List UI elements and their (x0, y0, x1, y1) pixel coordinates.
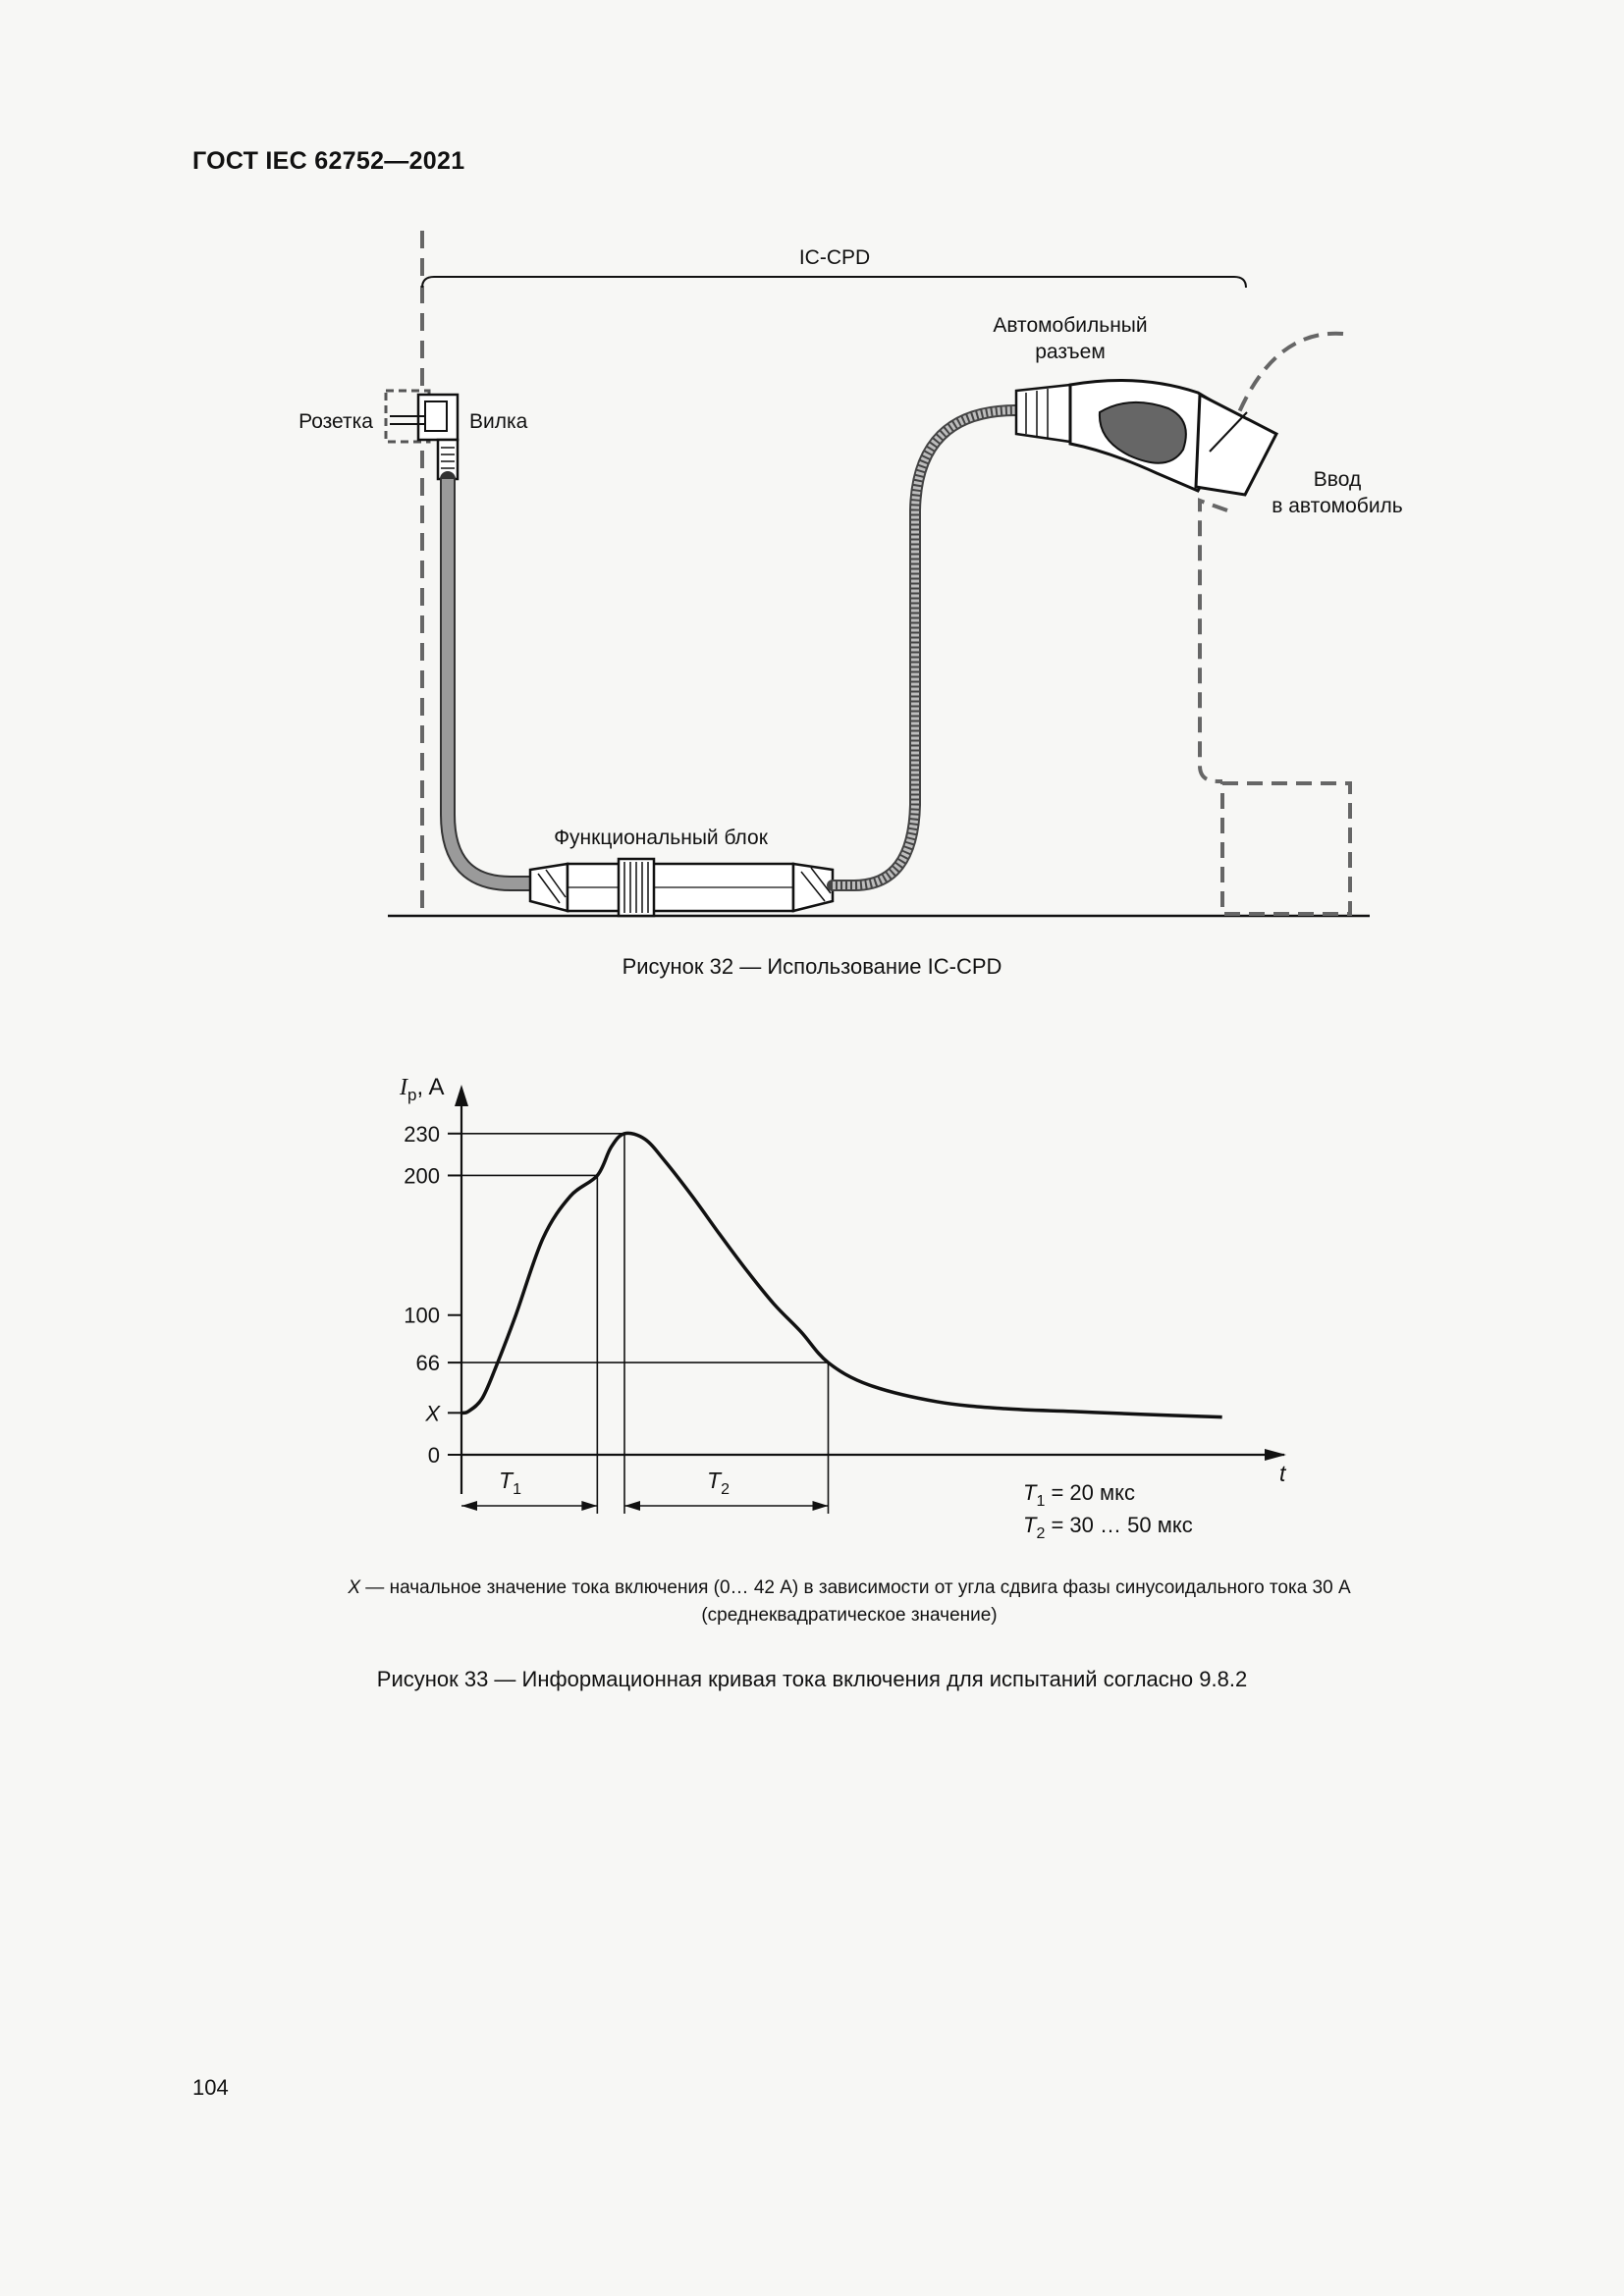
x-axis-arrow (1265, 1449, 1286, 1461)
functional-box-icon (530, 859, 833, 916)
ic-cpd-label: IC-CPD (798, 246, 871, 269)
chart-axes (455, 1085, 1286, 1494)
note-t1: $T_1 = 20$ мкс (1023, 1480, 1136, 1510)
y-tick-label: 66 (415, 1351, 440, 1376)
y-tick-label: 230 (404, 1121, 440, 1147)
dim-t1-arrow-left (461, 1501, 477, 1511)
dim-t1-arrow-right (581, 1501, 597, 1511)
inlet-label-line1: Ввод (1313, 468, 1362, 491)
t2-label: $T_2$ (707, 1468, 730, 1498)
t1-label: $T_1$ (499, 1468, 521, 1498)
dim-t2-arrow-right (813, 1501, 829, 1511)
plug-label: Вилка (469, 410, 528, 433)
y-tick-label: X (425, 1401, 440, 1426)
legend-symbol: X (348, 1577, 361, 1598)
vehicle-body-outline (1222, 783, 1350, 914)
legend-line1 (226, 1575, 1473, 1602)
socket-label: Розетка (298, 410, 373, 433)
page-number: 104 (192, 2075, 229, 2100)
inlet-label-line2: в автомобиль (1272, 495, 1403, 517)
legend-text: — начальное значение тока включения (0… 42 А) в зависимости от угла сдвига фазы синусоидального тока 30 А (360, 1577, 1351, 1598)
figure-33-chart (0, 1060, 1624, 1551)
note-t2: $T_2 = 30$ … 50 мкс (1023, 1513, 1193, 1542)
figure-32-illustration (0, 216, 1624, 942)
ic-cpd-bracket (422, 277, 1246, 288)
dim-t2-arrow-left (624, 1501, 640, 1511)
legend-line2: (среднеквадратическое значение) (701, 1605, 998, 1626)
x-axis-label: t (1279, 1461, 1286, 1486)
y-axis-arrow (455, 1085, 468, 1106)
figure-33-caption: Рисунок 33 — Информационная кривая тока включения для испытаний согласно 9.8.2 (376, 1667, 1248, 1691)
connector-label-line2: разъем (1035, 341, 1106, 363)
vehicle-outline (1200, 334, 1343, 781)
chart-ticks (404, 1122, 461, 1468)
cable-right (833, 410, 1016, 885)
y-tick-label: 100 (404, 1303, 440, 1328)
y-tick-label: 200 (404, 1163, 440, 1189)
figure-33-legend (226, 1575, 1473, 1629)
y-tick-label: 0 (427, 1443, 440, 1468)
figure-32-caption: Рисунок 32 — Использование IC-CPD (622, 954, 1002, 979)
functional-box-label: Функциональный блок (554, 827, 768, 849)
cable-left (448, 479, 530, 883)
chart-dimension-markers (461, 1501, 829, 1511)
document-header: ГОСТ IEC 62752—2021 (192, 147, 465, 175)
y-axis-label: $I_p$, A (400, 1074, 445, 1104)
connector-label-line1: Автомобильный (993, 314, 1148, 337)
vehicle-connector-icon (1016, 381, 1276, 496)
chart-guides (461, 1134, 829, 1514)
